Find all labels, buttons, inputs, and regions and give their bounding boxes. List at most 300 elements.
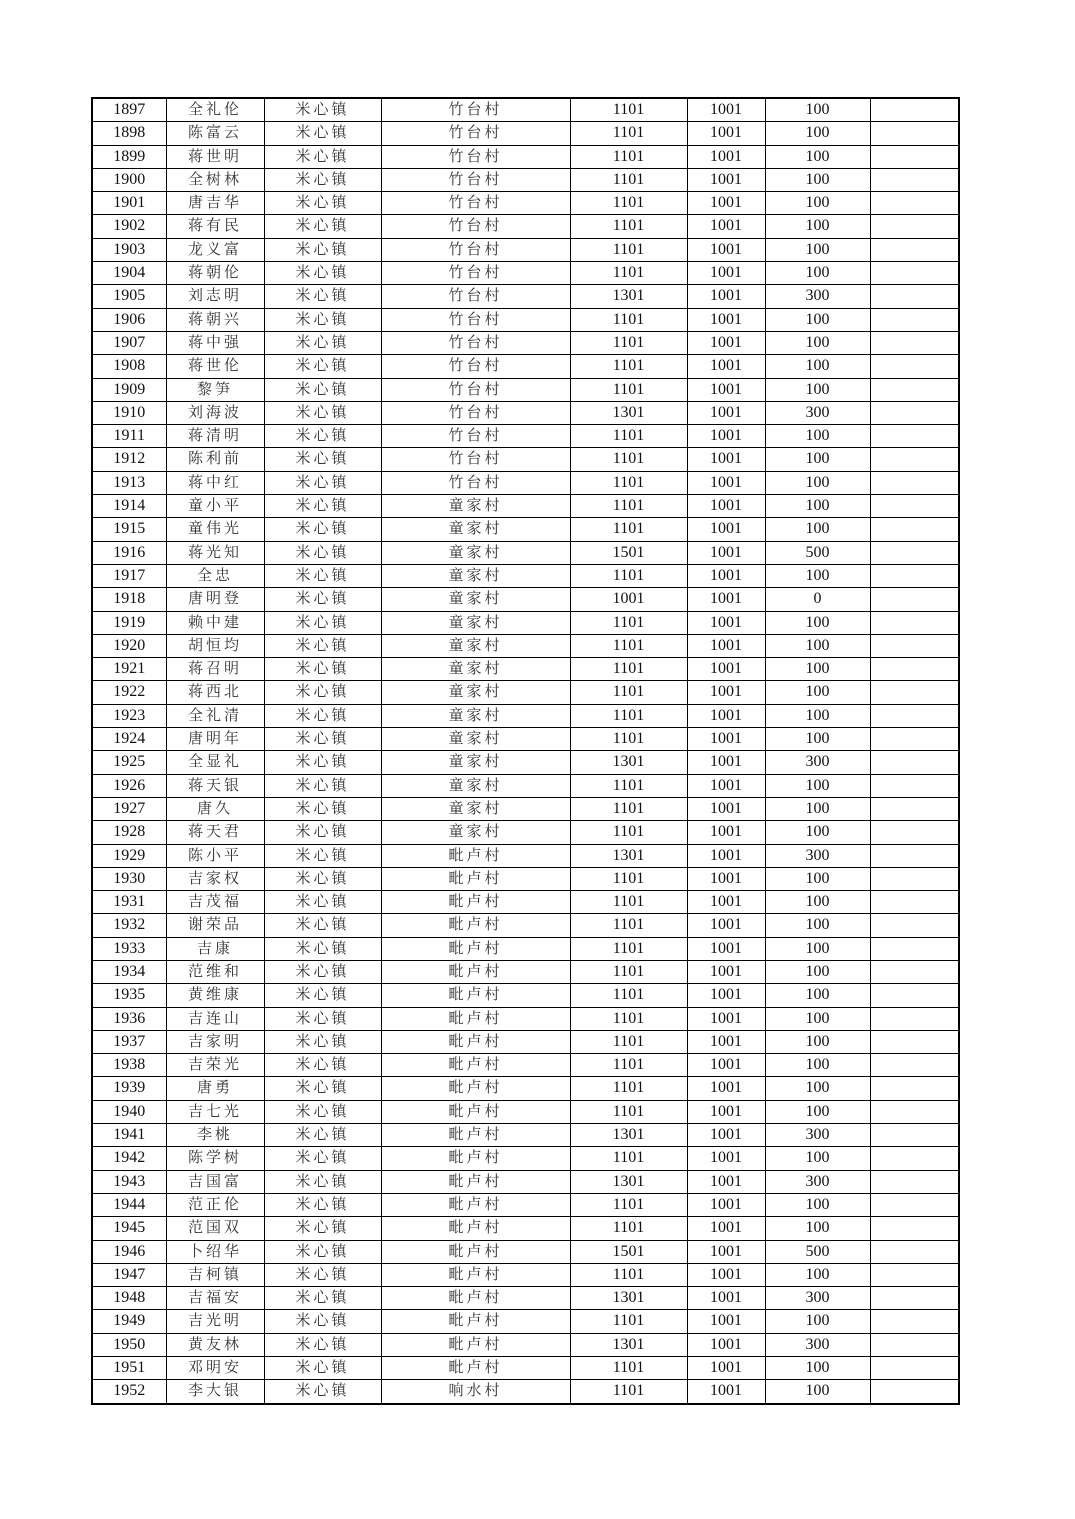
town-cell: 米心镇 (264, 774, 381, 797)
person-name-cell: 吉连山 (166, 1007, 264, 1030)
remark-cell (870, 658, 959, 681)
value-diff-cell: 100 (765, 308, 870, 331)
value-a-cell: 1101 (570, 168, 687, 191)
value-a-cell: 1101 (570, 495, 687, 518)
value-a-cell: 1301 (570, 1333, 687, 1356)
village-cell: 竹台村 (381, 285, 570, 308)
person-name-cell: 全显礼 (166, 751, 264, 774)
value-b-cell: 1001 (687, 704, 765, 727)
person-name-cell: 吉家权 (166, 867, 264, 890)
value-diff-cell: 100 (765, 774, 870, 797)
value-a-cell: 1101 (570, 471, 687, 494)
town-cell: 米心镇 (264, 564, 381, 587)
value-b-cell: 1001 (687, 1170, 765, 1193)
value-a-cell: 1101 (570, 262, 687, 285)
value-diff-cell: 100 (765, 1193, 870, 1216)
remark-cell (870, 984, 959, 1007)
value-a-cell: 1101 (570, 1100, 687, 1123)
remark-cell (870, 1380, 959, 1404)
remark-cell (870, 448, 959, 471)
table-row (92, 611, 959, 634)
table-row (92, 308, 959, 331)
remark-cell (870, 960, 959, 983)
value-diff-cell: 100 (765, 1054, 870, 1077)
row-number-cell: 1942 (92, 1147, 166, 1170)
value-b-cell: 1001 (687, 262, 765, 285)
village-cell: 童家村 (381, 611, 570, 634)
town-cell: 米心镇 (264, 960, 381, 983)
value-a-cell: 1301 (570, 1124, 687, 1147)
value-a-cell: 1101 (570, 425, 687, 448)
town-cell: 米心镇 (264, 1170, 381, 1193)
value-a-cell: 1101 (570, 215, 687, 238)
value-a-cell: 1101 (570, 797, 687, 820)
person-name-cell: 陈小平 (166, 844, 264, 867)
value-a-cell: 1301 (570, 1287, 687, 1310)
remark-cell (870, 1170, 959, 1193)
remark-cell (870, 425, 959, 448)
remark-cell (870, 728, 959, 751)
table-row (92, 774, 959, 797)
remark-cell (870, 821, 959, 844)
remark-cell (870, 168, 959, 191)
value-b-cell: 1001 (687, 285, 765, 308)
value-b-cell: 1001 (687, 1147, 765, 1170)
row-number-cell: 1925 (92, 751, 166, 774)
value-b-cell: 1001 (687, 937, 765, 960)
value-diff-cell: 100 (765, 448, 870, 471)
person-name-cell: 吉茂福 (166, 891, 264, 914)
person-name-cell: 蒋中强 (166, 331, 264, 354)
row-number-cell: 1897 (92, 98, 166, 122)
value-b-cell: 1001 (687, 355, 765, 378)
value-b-cell: 1001 (687, 751, 765, 774)
town-cell: 米心镇 (264, 331, 381, 354)
value-a-cell: 1301 (570, 401, 687, 424)
person-name-cell: 童小平 (166, 495, 264, 518)
remark-cell (870, 867, 959, 890)
value-a-cell: 1101 (570, 960, 687, 983)
value-a-cell: 1101 (570, 611, 687, 634)
row-number-cell: 1907 (92, 331, 166, 354)
village-cell: 童家村 (381, 495, 570, 518)
row-number-cell: 1918 (92, 588, 166, 611)
town-cell: 米心镇 (264, 168, 381, 191)
table-row (92, 1170, 959, 1193)
table-row (92, 425, 959, 448)
value-diff-cell: 100 (765, 564, 870, 587)
town-cell: 米心镇 (264, 215, 381, 238)
value-diff-cell: 100 (765, 168, 870, 191)
town-cell: 米心镇 (264, 914, 381, 937)
person-name-cell: 吉福安 (166, 1287, 264, 1310)
person-name-cell: 胡恒均 (166, 634, 264, 657)
row-number-cell: 1902 (92, 215, 166, 238)
town-cell: 米心镇 (264, 308, 381, 331)
remark-cell (870, 611, 959, 634)
value-diff-cell: 100 (765, 238, 870, 261)
town-cell: 米心镇 (264, 937, 381, 960)
value-a-cell: 1301 (570, 751, 687, 774)
value-a-cell: 1101 (570, 378, 687, 401)
village-cell: 童家村 (381, 518, 570, 541)
village-cell: 童家村 (381, 751, 570, 774)
table-row (92, 1100, 959, 1123)
value-b-cell: 1001 (687, 122, 765, 145)
value-a-cell: 1101 (570, 1380, 687, 1404)
remark-cell (870, 145, 959, 168)
table-row (92, 168, 959, 191)
row-number-cell: 1944 (92, 1193, 166, 1216)
value-diff-cell: 300 (765, 1287, 870, 1310)
remark-cell (870, 471, 959, 494)
village-cell: 童家村 (381, 774, 570, 797)
village-cell: 毗卢村 (381, 960, 570, 983)
remark-cell (870, 1357, 959, 1380)
table-row (92, 914, 959, 937)
town-cell: 米心镇 (264, 681, 381, 704)
row-number-cell: 1933 (92, 937, 166, 960)
value-diff-cell: 100 (765, 215, 870, 238)
town-cell: 米心镇 (264, 751, 381, 774)
row-number-cell: 1927 (92, 797, 166, 820)
remark-cell (870, 704, 959, 727)
person-name-cell: 蒋朝兴 (166, 308, 264, 331)
value-b-cell: 1001 (687, 821, 765, 844)
remark-cell (870, 891, 959, 914)
table-row (92, 1380, 959, 1404)
town-cell: 米心镇 (264, 1193, 381, 1216)
row-number-cell: 1938 (92, 1054, 166, 1077)
row-number-cell: 1922 (92, 681, 166, 704)
table-row (92, 797, 959, 820)
person-name-cell: 黄维康 (166, 984, 264, 1007)
person-name-cell: 童伟光 (166, 518, 264, 541)
person-name-cell: 范正伦 (166, 1193, 264, 1216)
value-diff-cell: 100 (765, 425, 870, 448)
table-row (92, 1054, 959, 1077)
town-cell: 米心镇 (264, 355, 381, 378)
value-diff-cell: 100 (765, 797, 870, 820)
value-diff-cell: 100 (765, 937, 870, 960)
village-cell: 毗卢村 (381, 1287, 570, 1310)
value-a-cell: 1101 (570, 1077, 687, 1100)
person-name-cell: 全忠 (166, 564, 264, 587)
value-a-cell: 1101 (570, 728, 687, 751)
remark-cell (870, 308, 959, 331)
table-row (92, 1333, 959, 1356)
value-b-cell: 1001 (687, 588, 765, 611)
table-row (92, 867, 959, 890)
row-number-cell: 1912 (92, 448, 166, 471)
remark-cell (870, 238, 959, 261)
village-cell: 童家村 (381, 588, 570, 611)
value-diff-cell: 100 (765, 1100, 870, 1123)
town-cell: 米心镇 (264, 797, 381, 820)
town-cell: 米心镇 (264, 728, 381, 751)
value-diff-cell: 100 (765, 331, 870, 354)
village-cell: 毗卢村 (381, 1240, 570, 1263)
town-cell: 米心镇 (264, 867, 381, 890)
village-cell: 童家村 (381, 541, 570, 564)
person-name-cell: 蒋世明 (166, 145, 264, 168)
value-a-cell: 1101 (570, 145, 687, 168)
row-number-cell: 1932 (92, 914, 166, 937)
value-b-cell: 1001 (687, 1217, 765, 1240)
table-row (92, 891, 959, 914)
row-number-cell: 1928 (92, 821, 166, 844)
village-cell: 竹台村 (381, 262, 570, 285)
value-a-cell: 1101 (570, 238, 687, 261)
value-b-cell: 1001 (687, 1263, 765, 1286)
village-cell: 毗卢村 (381, 1217, 570, 1240)
village-cell: 毗卢村 (381, 844, 570, 867)
value-b-cell: 1001 (687, 308, 765, 331)
value-diff-cell: 100 (765, 1357, 870, 1380)
person-name-cell: 唐久 (166, 797, 264, 820)
remark-cell (870, 1193, 959, 1216)
town-cell: 米心镇 (264, 448, 381, 471)
table-row (92, 1077, 959, 1100)
town-cell: 米心镇 (264, 1124, 381, 1147)
value-a-cell: 1101 (570, 937, 687, 960)
value-b-cell: 1001 (687, 425, 765, 448)
row-number-cell: 1923 (92, 704, 166, 727)
row-number-cell: 1900 (92, 168, 166, 191)
remark-cell (870, 262, 959, 285)
row-number-cell: 1929 (92, 844, 166, 867)
village-cell: 毗卢村 (381, 1193, 570, 1216)
town-cell: 米心镇 (264, 541, 381, 564)
value-a-cell: 1101 (570, 867, 687, 890)
table-row (92, 1007, 959, 1030)
remark-cell (870, 331, 959, 354)
value-b-cell: 1001 (687, 215, 765, 238)
person-name-cell: 吉荣光 (166, 1054, 264, 1077)
row-number-cell: 1909 (92, 378, 166, 401)
value-b-cell: 1001 (687, 401, 765, 424)
town-cell: 米心镇 (264, 98, 381, 122)
person-name-cell: 蒋清明 (166, 425, 264, 448)
person-name-cell: 李桃 (166, 1124, 264, 1147)
value-a-cell: 1101 (570, 331, 687, 354)
value-b-cell: 1001 (687, 238, 765, 261)
value-diff-cell: 100 (765, 728, 870, 751)
value-diff-cell: 100 (765, 98, 870, 122)
table-row (92, 588, 959, 611)
table-row (92, 471, 959, 494)
village-cell: 毗卢村 (381, 1333, 570, 1356)
row-number-cell: 1947 (92, 1263, 166, 1286)
table-row (92, 401, 959, 424)
value-b-cell: 1001 (687, 1287, 765, 1310)
value-a-cell: 1101 (570, 704, 687, 727)
value-diff-cell: 100 (765, 960, 870, 983)
row-number-cell: 1951 (92, 1357, 166, 1380)
table-row (92, 681, 959, 704)
town-cell: 米心镇 (264, 1100, 381, 1123)
value-a-cell: 1301 (570, 285, 687, 308)
town-cell: 米心镇 (264, 1287, 381, 1310)
row-number-cell: 1940 (92, 1100, 166, 1123)
village-cell: 竹台村 (381, 401, 570, 424)
remark-cell (870, 378, 959, 401)
town-cell: 米心镇 (264, 192, 381, 215)
value-b-cell: 1001 (687, 518, 765, 541)
value-a-cell: 1101 (570, 1263, 687, 1286)
value-diff-cell: 300 (765, 751, 870, 774)
town-cell: 米心镇 (264, 588, 381, 611)
value-diff-cell: 100 (765, 681, 870, 704)
value-b-cell: 1001 (687, 914, 765, 937)
table-row (92, 378, 959, 401)
town-cell: 米心镇 (264, 425, 381, 448)
table-body (92, 98, 959, 1404)
row-number-cell: 1917 (92, 564, 166, 587)
table-row (92, 1147, 959, 1170)
value-b-cell: 1001 (687, 844, 765, 867)
person-name-cell: 唐明年 (166, 728, 264, 751)
village-cell: 竹台村 (381, 425, 570, 448)
table-row (92, 751, 959, 774)
value-a-cell: 1101 (570, 122, 687, 145)
value-b-cell: 1001 (687, 378, 765, 401)
town-cell: 米心镇 (264, 1380, 381, 1404)
table-row (92, 285, 959, 308)
remark-cell (870, 844, 959, 867)
value-diff-cell: 100 (765, 378, 870, 401)
value-a-cell: 1301 (570, 844, 687, 867)
row-number-cell: 1939 (92, 1077, 166, 1100)
village-cell: 竹台村 (381, 168, 570, 191)
value-a-cell: 1101 (570, 821, 687, 844)
person-name-cell: 唐吉华 (166, 192, 264, 215)
remark-cell (870, 541, 959, 564)
value-a-cell: 1101 (570, 984, 687, 1007)
value-a-cell: 1501 (570, 1240, 687, 1263)
person-name-cell: 范国双 (166, 1217, 264, 1240)
town-cell: 米心镇 (264, 1147, 381, 1170)
village-cell: 童家村 (381, 728, 570, 751)
table-row (92, 331, 959, 354)
town-cell: 米心镇 (264, 378, 381, 401)
table-row (92, 238, 959, 261)
value-b-cell: 1001 (687, 448, 765, 471)
town-cell: 米心镇 (264, 495, 381, 518)
village-cell: 毗卢村 (381, 1310, 570, 1333)
value-diff-cell: 100 (765, 262, 870, 285)
town-cell: 米心镇 (264, 1357, 381, 1380)
row-number-cell: 1920 (92, 634, 166, 657)
value-b-cell: 1001 (687, 1240, 765, 1263)
village-cell: 竹台村 (381, 98, 570, 122)
value-b-cell: 1001 (687, 891, 765, 914)
value-a-cell: 1101 (570, 1030, 687, 1053)
table-row (92, 495, 959, 518)
village-cell: 竹台村 (381, 331, 570, 354)
village-cell: 竹台村 (381, 215, 570, 238)
person-name-cell: 谢荣品 (166, 914, 264, 937)
town-cell: 米心镇 (264, 1310, 381, 1333)
row-number-cell: 1903 (92, 238, 166, 261)
town-cell: 米心镇 (264, 122, 381, 145)
row-number-cell: 1950 (92, 1333, 166, 1356)
table-row (92, 1124, 959, 1147)
remark-cell (870, 98, 959, 122)
value-diff-cell: 100 (765, 1310, 870, 1333)
row-number-cell: 1906 (92, 308, 166, 331)
value-diff-cell: 100 (765, 891, 870, 914)
remark-cell (870, 634, 959, 657)
table-row (92, 937, 959, 960)
value-a-cell: 1101 (570, 1054, 687, 1077)
table-row (92, 844, 959, 867)
village-cell: 竹台村 (381, 122, 570, 145)
person-name-cell: 吉家明 (166, 1030, 264, 1053)
village-cell: 毗卢村 (381, 891, 570, 914)
value-diff-cell: 100 (765, 984, 870, 1007)
remark-cell (870, 1007, 959, 1030)
value-a-cell: 1101 (570, 681, 687, 704)
value-a-cell: 1101 (570, 1357, 687, 1380)
village-cell: 童家村 (381, 634, 570, 657)
row-number-cell: 1916 (92, 541, 166, 564)
value-b-cell: 1001 (687, 564, 765, 587)
value-a-cell: 1101 (570, 448, 687, 471)
person-name-cell: 蒋召明 (166, 658, 264, 681)
table-row (92, 192, 959, 215)
row-number-cell: 1949 (92, 1310, 166, 1333)
remark-cell (870, 495, 959, 518)
value-a-cell: 1301 (570, 1170, 687, 1193)
table-row (92, 262, 959, 285)
remark-cell (870, 1147, 959, 1170)
value-diff-cell: 100 (765, 658, 870, 681)
town-cell: 米心镇 (264, 1263, 381, 1286)
village-cell: 毗卢村 (381, 1124, 570, 1147)
value-diff-cell: 100 (765, 1217, 870, 1240)
value-a-cell: 1101 (570, 914, 687, 937)
person-name-cell: 邓明安 (166, 1357, 264, 1380)
remark-cell (870, 751, 959, 774)
remark-cell (870, 122, 959, 145)
person-name-cell: 陈富云 (166, 122, 264, 145)
town-cell: 米心镇 (264, 1240, 381, 1263)
person-name-cell: 蒋世伦 (166, 355, 264, 378)
value-diff-cell: 300 (765, 1333, 870, 1356)
records-table (91, 97, 960, 1405)
value-a-cell: 1101 (570, 1147, 687, 1170)
value-a-cell: 1101 (570, 774, 687, 797)
table-row (92, 448, 959, 471)
person-name-cell: 蒋西北 (166, 681, 264, 704)
table-row (92, 728, 959, 751)
remark-cell (870, 1124, 959, 1147)
person-name-cell: 陈利前 (166, 448, 264, 471)
row-number-cell: 1911 (92, 425, 166, 448)
village-cell: 毗卢村 (381, 1077, 570, 1100)
value-b-cell: 1001 (687, 1357, 765, 1380)
remark-cell (870, 192, 959, 215)
value-b-cell: 1001 (687, 1380, 765, 1404)
person-name-cell: 吉七光 (166, 1100, 264, 1123)
person-name-cell: 吉国富 (166, 1170, 264, 1193)
table-row (92, 704, 959, 727)
value-b-cell: 1001 (687, 984, 765, 1007)
person-name-cell: 龙义富 (166, 238, 264, 261)
person-name-cell: 吉光明 (166, 1310, 264, 1333)
row-number-cell: 1921 (92, 658, 166, 681)
